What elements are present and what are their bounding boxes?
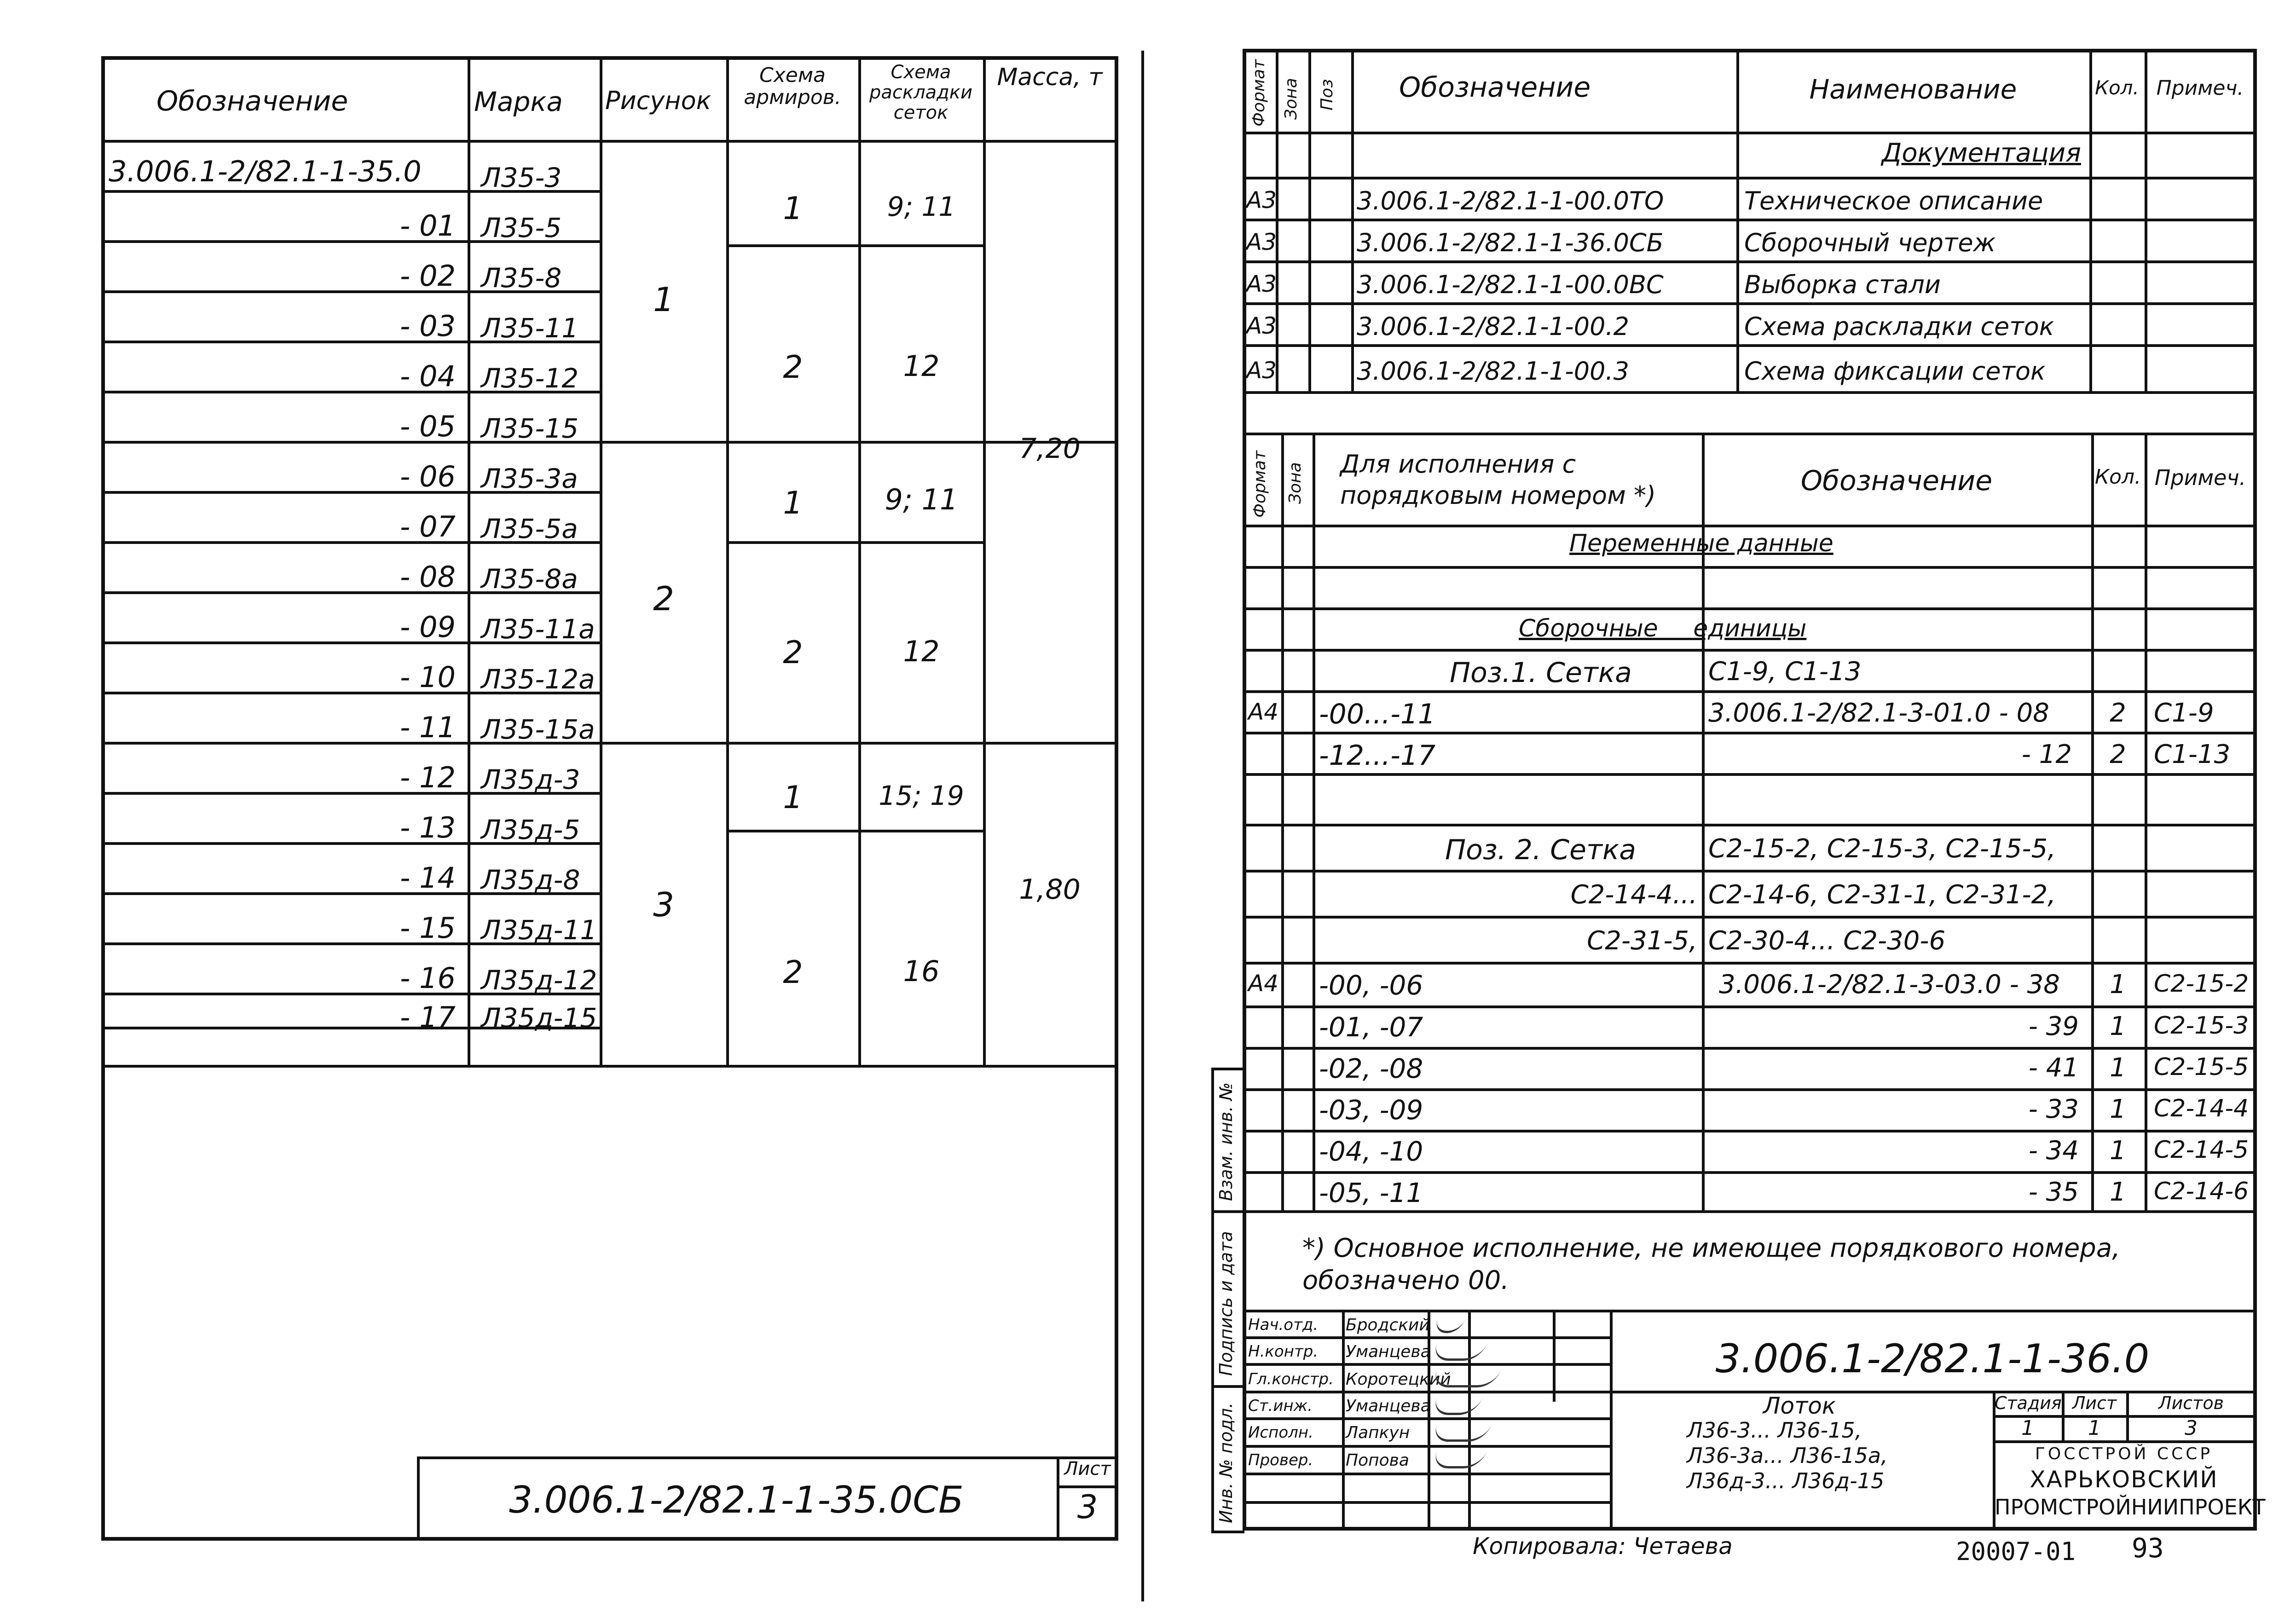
row-mark: Л35-3а: [481, 463, 578, 494]
figure-number: 2: [653, 579, 674, 618]
pos2-designation: 3.006.1-2/82.1-3-03.0 - 38: [1719, 970, 2060, 1000]
product-title: Лоток: [1763, 1392, 1836, 1419]
side-label-replace-inv: Взам. инв. №: [1216, 1082, 1236, 1201]
header-variant: Для исполнения с порядковым номером *): [1340, 450, 1656, 510]
pos2-note: С2-15-3: [2154, 1012, 2249, 1040]
header-figure: Рисунок: [605, 86, 711, 115]
product-marks-3: Л36д-3... Л36д-15: [1687, 1468, 1885, 1493]
assembly-units-title: Сборочные единицы: [1519, 615, 1807, 642]
doc-designation: 3.006.1-2/82.1-1-00.3: [1357, 357, 1629, 386]
pos2-label: Поз. 2. Сетка: [1445, 834, 1636, 866]
rebar-scheme: 1: [783, 485, 803, 521]
mesh-scheme: 12: [903, 635, 940, 668]
pos2-designation: - 35: [2028, 1177, 2079, 1207]
sheet-label: Лист: [2072, 1393, 2117, 1413]
doc-format: А3: [1246, 357, 1277, 384]
header-designation-right: Обозначение: [1399, 71, 1591, 104]
row-mark: Л35д-3: [481, 764, 580, 795]
row-suffix: - 01: [400, 209, 456, 243]
right-stamp-code: 3.006.1-2/82.1-1-36.0: [1715, 1336, 2150, 1382]
signer-name: Бродский: [1346, 1316, 1430, 1335]
pos1-qty: 2: [2110, 698, 2126, 728]
doc-format: А3: [1246, 187, 1277, 214]
pos2-note: С2-14-4: [2154, 1095, 2249, 1122]
pos2-value: С2-30-4... С2-30-6: [1708, 926, 1946, 956]
row-suffix: - 15: [400, 911, 456, 945]
pos2-qty: 1: [2110, 1094, 2126, 1124]
doc-name: Схема раскладки сеток: [1744, 312, 2054, 341]
pos2-note: С2-14-6: [2154, 1178, 2249, 1205]
header-designation: Обозначение: [156, 85, 348, 117]
header-designation-2: Обозначение: [1800, 465, 1993, 497]
doc-format: А3: [1246, 271, 1277, 297]
base-designation: 3.006.1-2/82.1-1-35.0: [109, 155, 422, 188]
row-suffix: - 13: [400, 811, 456, 844]
left-sheet-number: 3: [1077, 1488, 1098, 1526]
pos1-designation: 3.006.1-2/82.1-3-01.0 - 08: [1708, 698, 2049, 728]
signer-name: Коротецкий: [1346, 1370, 1451, 1389]
header-pos: Поз: [1318, 79, 1336, 110]
header-rebar-scheme: Схема армиров.: [744, 64, 841, 110]
docs-section-title: Документация: [1881, 138, 2081, 168]
signer-role: Провер.: [1248, 1451, 1313, 1469]
signer-role: Ст.инж.: [1248, 1397, 1313, 1415]
pos2-value: С2-15-2, С2-15-3, С2-15-5,: [1708, 834, 2056, 864]
row-mark: Л35-15а: [481, 714, 595, 745]
signer-name: Попова: [1346, 1451, 1409, 1470]
row-mark: Л35-11а: [481, 613, 595, 645]
row-mark: Л35-5а: [481, 513, 578, 544]
signer-name: Уманцева: [1346, 1397, 1431, 1416]
org-line-2: ХАРЬКОВСКИЙ: [2030, 1466, 2218, 1493]
product-marks-1: Л36-3... Л36-15,: [1687, 1418, 1862, 1443]
center-divider: [1141, 51, 1144, 1601]
pos2-qty: 1: [2110, 970, 2126, 1000]
doc-name: Сборочный чертеж: [1744, 228, 1996, 257]
pos2-format: А4: [1248, 970, 1279, 997]
row-mark: Л35-12: [481, 363, 579, 394]
row-mark: Л35-5: [481, 212, 562, 243]
row-mark: Л35д-15: [481, 1002, 597, 1034]
row-mark: Л35-15: [481, 413, 579, 444]
mesh-scheme: 15; 19: [879, 780, 964, 811]
rebar-scheme: 1: [783, 780, 803, 816]
sheets-label: Листов: [2158, 1393, 2224, 1413]
header-qty: Кол.: [2095, 76, 2139, 99]
row-suffix: - 17: [400, 1000, 456, 1034]
pos2-variant: -01, -07: [1319, 1011, 1423, 1043]
row-mark: Л35-11: [481, 312, 579, 344]
pos2-variant: -00, -06: [1319, 970, 1423, 1001]
row-mark: Л35-8а: [481, 563, 578, 595]
mesh-scheme: 16: [903, 954, 940, 988]
pos2-designation: - 34: [2028, 1136, 2079, 1166]
doc-designation: 3.006.1-2/82.1-1-00.0ТО: [1357, 186, 1664, 215]
pos2-designation: - 41: [2028, 1053, 2079, 1083]
doc-format: А3: [1246, 229, 1277, 255]
pos2-qty: 1: [2110, 1053, 2126, 1083]
row-suffix: - 03: [400, 309, 456, 343]
pos2-note: С2-15-5: [2154, 1053, 2249, 1081]
signer-role: Исполн.: [1248, 1423, 1313, 1442]
header-zone-2: Зона: [1286, 462, 1305, 504]
row-suffix: - 14: [400, 861, 456, 895]
header-mass: Масса, т: [997, 64, 1103, 91]
pos1-note: С1-9: [2154, 698, 2214, 728]
pos1-note: С1-13: [2154, 740, 2231, 769]
pos2-variant: -02, -08: [1319, 1053, 1423, 1084]
doc-designation: 3.006.1-2/82.1-1-36.0СБ: [1357, 228, 1664, 257]
pos2-designation: - 33: [2028, 1094, 2079, 1124]
doc-name: Схема фиксации сеток: [1744, 357, 2046, 386]
row-mark: Л35д-12: [481, 965, 597, 996]
doc-name: Выборка стали: [1744, 270, 1941, 299]
signer-name: Уманцева: [1346, 1342, 1431, 1361]
pos1-variant: -12...-17: [1319, 740, 1436, 772]
row-suffix: - 04: [400, 359, 456, 393]
header-note: Примеч.: [2156, 76, 2244, 100]
row-suffix: - 11: [400, 711, 456, 744]
pos2-variant: -04, -10: [1319, 1136, 1423, 1167]
signer-role: Гл.констр.: [1248, 1370, 1334, 1388]
signer-name: Лапкун: [1346, 1423, 1410, 1442]
pos2-variant: -03, -09: [1319, 1094, 1423, 1126]
figure-number: 3: [653, 885, 674, 924]
signer-role: Н.контр.: [1248, 1342, 1319, 1361]
doc-format: А3: [1246, 312, 1277, 339]
variable-data-title: Переменные данные: [1569, 530, 1833, 557]
mesh-scheme: 12: [903, 349, 940, 383]
mesh-scheme: 9; 11: [887, 191, 956, 222]
row-suffix: - 09: [400, 610, 456, 644]
pos2-qty: 1: [2110, 1011, 2126, 1041]
order-number: 20007-01: [1956, 1537, 2076, 1566]
row-mark: Л35д-8: [481, 864, 580, 896]
row-mark: Л35-3: [481, 162, 562, 193]
row-suffix: - 08: [400, 560, 456, 594]
row-mark: Л35д-11: [481, 914, 597, 946]
pos2-value: С2-14-6, С2-31-1, С2-31-2,: [1708, 880, 2056, 910]
left-stamp-code: 3.006.1-2/82.1-1-35.0СБ: [509, 1479, 964, 1521]
header-mesh-scheme: Схема раскладки сеток: [869, 62, 972, 123]
rebar-scheme: 2: [783, 349, 803, 386]
copied-by: Копировала: Четаева: [1473, 1533, 1733, 1560]
footnote-line-1: *) Основное исполнение, не имеющее порядкового номера,: [1302, 1233, 2120, 1263]
pos2-qty: 1: [2110, 1136, 2126, 1166]
pos1-label: Поз.1. Сетка: [1450, 657, 1632, 689]
header-note-2: Примеч.: [2154, 465, 2246, 490]
sheet-value: 1: [2088, 1416, 2101, 1440]
header-qty-2: Кол.: [2094, 465, 2141, 489]
header-mark: Марка: [474, 86, 563, 117]
product-marks-2: Л36-3а... Л36-15а,: [1687, 1443, 1888, 1468]
rebar-scheme: 2: [783, 954, 803, 991]
row-suffix: - 12: [400, 761, 456, 794]
row-mark: Л35-12а: [481, 664, 595, 695]
pos1-format: А4: [1248, 699, 1279, 725]
row-suffix: - 10: [400, 660, 456, 694]
header-format: Формат: [1249, 59, 1268, 127]
mass-value: 7,20: [1019, 433, 1081, 465]
org-line-3: ПРОМСТРОЙНИИПРОЕКТ: [1995, 1495, 2266, 1520]
side-label-original-inv: Инв. № подл.: [1216, 1402, 1236, 1523]
row-mark: Л35д-5: [481, 814, 580, 845]
pos1-designation: - 12: [2021, 740, 2072, 769]
row-mark: Л35-8: [481, 262, 562, 294]
header-format-2: Формат: [1250, 450, 1269, 518]
footnote-line-2: обозначено 00.: [1302, 1265, 1509, 1295]
pos2-label: С2-31-5,: [1587, 926, 1697, 956]
doc-name: Техническое описание: [1744, 186, 2043, 215]
stage-value: 1: [2021, 1416, 2034, 1440]
doc-designation: 3.006.1-2/82.1-1-00.2: [1357, 312, 1629, 341]
header-zone: Зона: [1282, 78, 1301, 120]
pos1-variant: -00...-11: [1319, 698, 1436, 730]
row-suffix: - 16: [400, 961, 456, 995]
header-name: Наименование: [1809, 74, 2017, 105]
row-suffix: - 07: [400, 510, 456, 543]
pos1-value: С1-9, С1-13: [1708, 657, 1862, 687]
row-suffix: - 05: [400, 410, 456, 443]
org-line-1: ГОССТРОЙ СССР: [2035, 1444, 2213, 1463]
pos2-variant: -05, -11: [1319, 1177, 1423, 1208]
rebar-scheme: 2: [783, 635, 803, 671]
mesh-scheme: 9; 11: [885, 483, 958, 516]
stage-label: Стадия: [1995, 1393, 2062, 1413]
pos2-label: С2-14-4...: [1570, 880, 1697, 910]
pos2-note: С2-15-2: [2154, 970, 2249, 998]
signer-role: Нач.отд.: [1248, 1316, 1319, 1334]
page-number: 93: [2132, 1532, 2164, 1564]
pos2-designation: - 39: [2028, 1011, 2079, 1041]
sheets-value: 3: [2185, 1416, 2198, 1440]
pos2-note: С2-14-5: [2154, 1136, 2249, 1164]
mass-value: 1,80: [1019, 873, 1081, 906]
figure-number: 1: [653, 280, 674, 319]
rebar-scheme: 1: [783, 191, 803, 227]
pos2-qty: 1: [2110, 1177, 2126, 1207]
side-label-signature-date: Подпись и дата: [1216, 1231, 1236, 1376]
row-suffix: - 02: [400, 259, 456, 293]
doc-designation: 3.006.1-2/82.1-1-00.0ВС: [1357, 270, 1664, 299]
pos1-qty: 2: [2110, 740, 2126, 769]
left-sheet-label: Лист: [1064, 1458, 1111, 1479]
row-suffix: - 06: [400, 460, 456, 493]
